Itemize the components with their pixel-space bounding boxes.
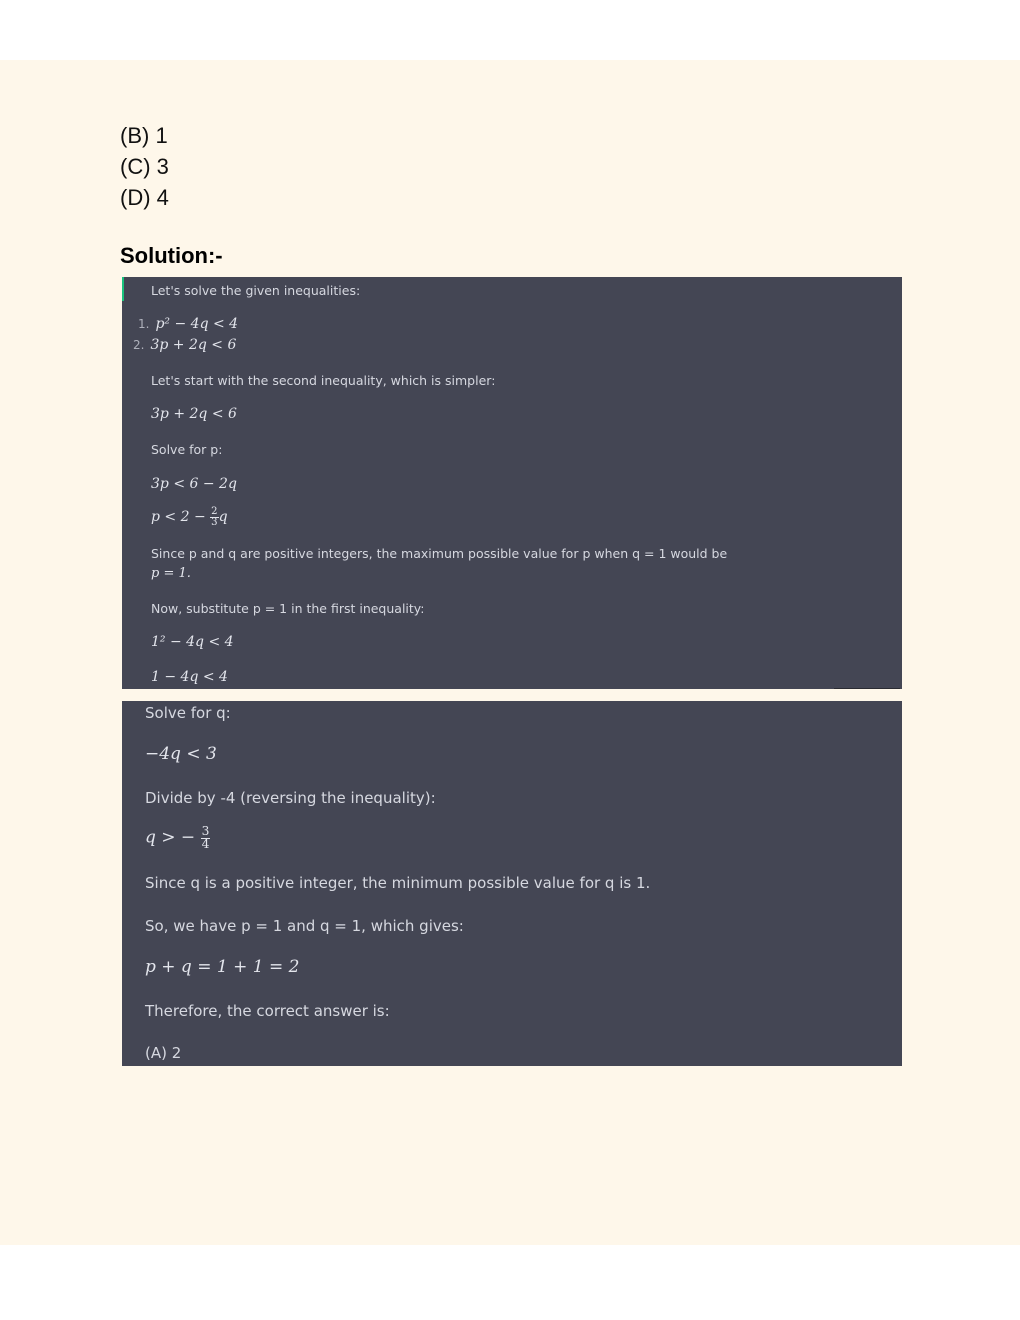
equation-g-left: q > − — [145, 827, 196, 848]
substitute-text: Now, substitute p = 1 in the first inequality: — [151, 601, 425, 616]
fraction-numerator: 3 — [201, 824, 210, 838]
panel-divider — [834, 688, 900, 689]
solve-for-p-text: Solve for p: — [151, 442, 223, 457]
so-we-have-text: So, we have p = 1 and q = 1, which gives: — [145, 917, 464, 935]
option-b: (B) 1 — [120, 123, 168, 148]
equation-c-right: q — [218, 509, 228, 526]
answer-options — [120, 120, 169, 213]
since-text-line-2 — [151, 566, 191, 581]
fraction-three-quarters — [201, 826, 211, 850]
inequality-1 — [138, 316, 238, 332]
list-number-1: 1. — [138, 317, 150, 331]
equation-d-expr: 1² − 4q < 4 — [151, 634, 234, 650]
solution-heading: Solution:- — [120, 243, 223, 268]
equation-e-expr: 1 − 4q < 4 — [151, 669, 228, 685]
second-intro-text: Let's start with the second inequality, which is simpler: — [151, 373, 496, 388]
list-number-2: 2. — [133, 338, 145, 352]
equation-e — [151, 669, 228, 685]
solution-panel-2 — [122, 701, 902, 1066]
solve-for-q-text: Solve for q: — [145, 704, 231, 722]
fraction-denominator: 3 — [211, 516, 218, 528]
option-c: (C) 3 — [120, 154, 169, 179]
equation-c — [151, 507, 228, 527]
equation-f-expr: −4q < 3 — [145, 744, 217, 764]
final-answer: (A) 2 — [145, 1044, 182, 1062]
fraction-numerator: 2 — [211, 506, 218, 517]
inequality-2-expr: 3p + 2q < 6 — [150, 337, 237, 353]
equation-b-expr: 3p < 6 − 2q — [151, 476, 237, 492]
inequality-1-expr: p² − 4q < 4 — [155, 316, 239, 332]
equation-a-expr: 3p + 2q < 6 — [151, 406, 237, 422]
since-text-line-1: Since p and q are positive integers, the maximum possible value for p when q = 1 would be — [151, 546, 728, 561]
since-q-text: Since q is a positive integer, the minimum possible value for q is 1. — [145, 874, 651, 892]
divide-text: Divide by -4 (reversing the inequality): — [145, 789, 436, 807]
option-d: (D) 4 — [120, 185, 169, 210]
fraction-denominator: 4 — [201, 836, 210, 851]
therefore-text: Therefore, the correct answer is: — [145, 1002, 390, 1020]
inequality-2 — [133, 337, 236, 353]
equation-f — [145, 744, 217, 764]
intro-text: Let's solve the given inequalities: — [151, 283, 361, 298]
equation-b — [151, 476, 237, 492]
since-line-2-expr: p = 1. — [151, 566, 191, 581]
fraction-two-thirds — [210, 507, 218, 527]
equation-d — [151, 634, 234, 650]
equation-a — [151, 406, 237, 422]
solution-panel-1 — [122, 277, 902, 689]
equation-c-left: p < 2 − — [151, 509, 206, 526]
accent-bar — [122, 277, 124, 301]
equation-h — [145, 957, 299, 977]
equation-g — [145, 826, 210, 850]
equation-h-expr: p + q = 1 + 1 = 2 — [145, 957, 300, 977]
